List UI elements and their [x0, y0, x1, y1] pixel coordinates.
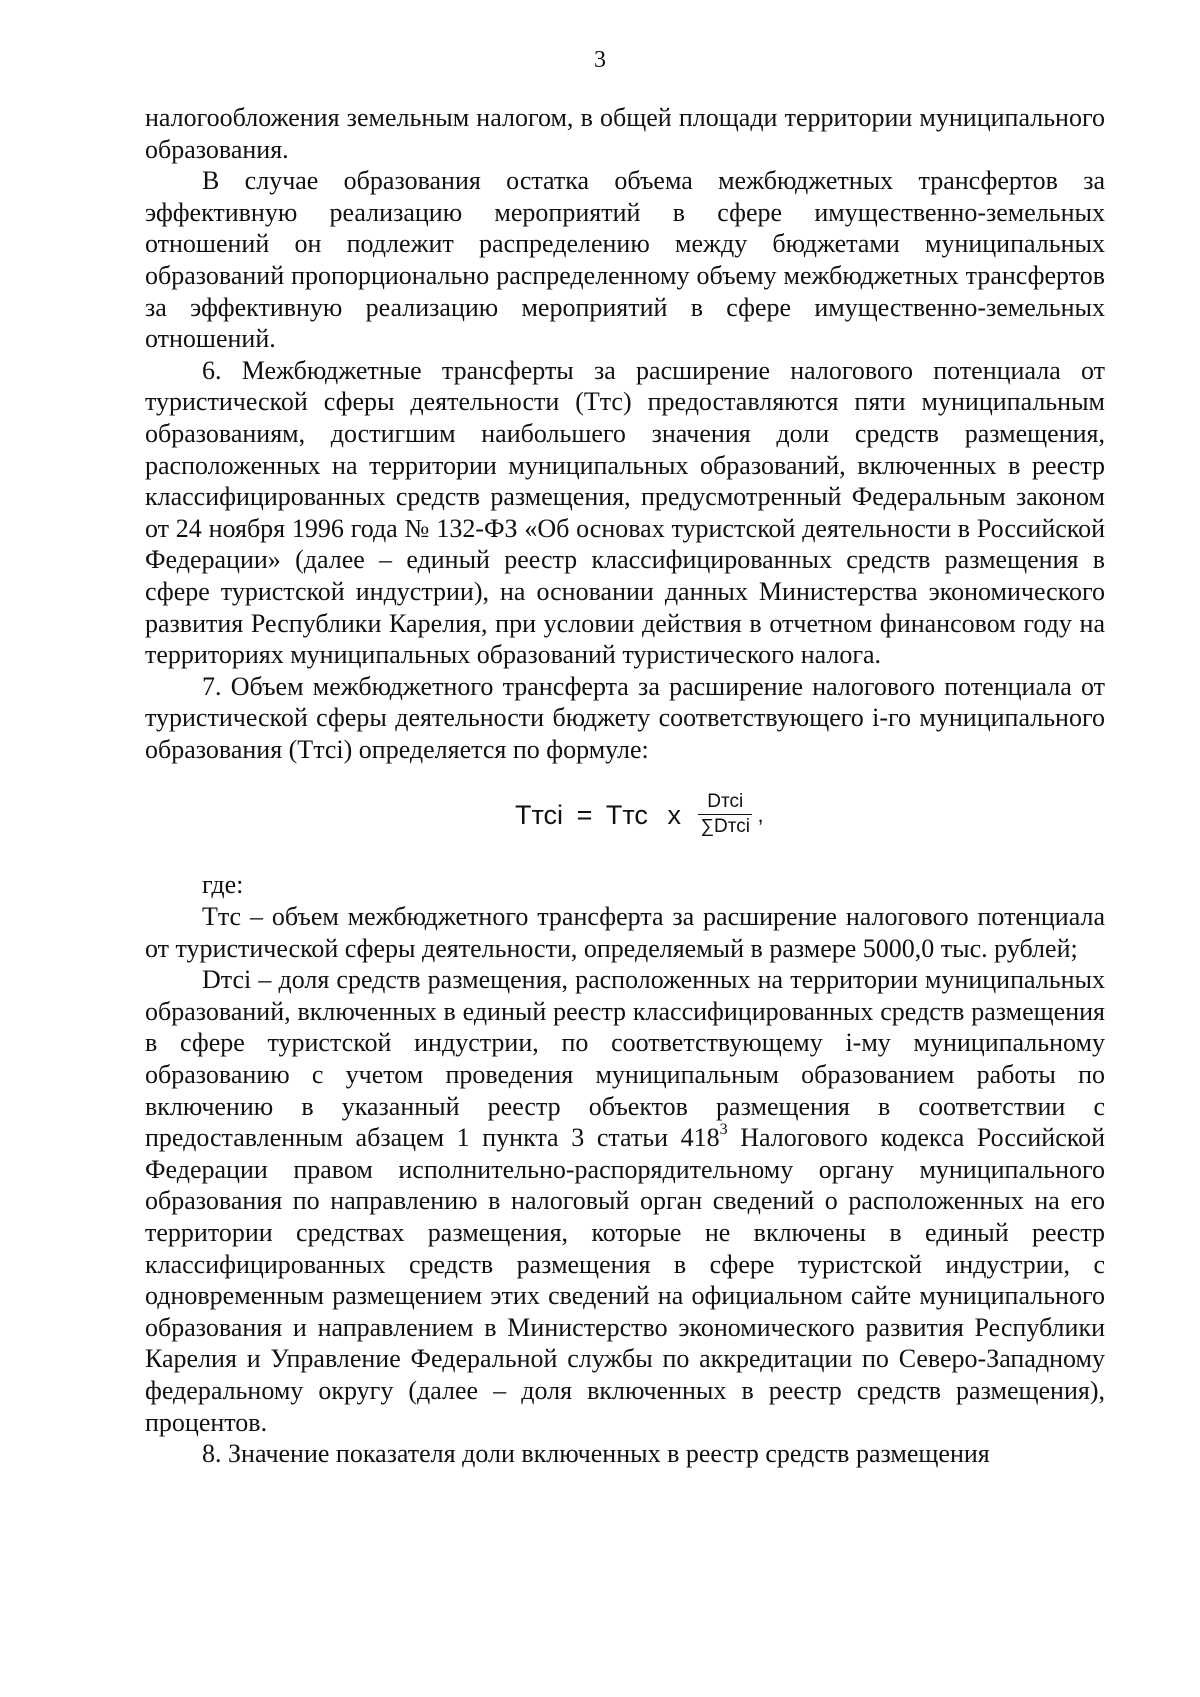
- paragraph-dtci-definition: [145, 964, 1105, 1438]
- dtci-text-part1: Dтсi – доля средств размещения, расположенных на территории муниципальных образований, включенных в единый реестр классифицированных средств размещения в сфере туристской индустрии, по соответствующему i-му муниципальному образованию с учетом проведения муниципальным образованием работы по включению в указанный реестр объектов размещения в соответствии с предоставленным абзацем 1 пункта 3 статьи 418: [145, 965, 1105, 1153]
- paragraph-continuation: налогообложения земельным налогом, в общей площади территории муниципального образования.: [145, 103, 1105, 164]
- paragraph-remainder-distribution: В случае образования остатка объема межбюджетных трансфертов за эффективную реализацию мероприятий в сфере имущественно-земельных отношений он подлежит распределению между бюджетами муниципальных образований пропорционально распределенному объему межбюджетных трансфертов за эффективную реализацию мероприятий в сфере имущественно-земельных отношений.: [145, 166, 1105, 354]
- paragraph-item-7: 7. Объем межбюджетного трансферта за расширение налогового потенциала от туристической сферы деятельности бюджету соответствующего i-го муниципального образования (Ттсi) определяется по формуле:: [145, 671, 1105, 764]
- document-body: [145, 102, 1105, 1470]
- formula-comma: ,: [757, 801, 764, 827]
- paragraph-item-6: 6. Межбюджетные трансферты за расширение налогового потенциала от туристической сферы деятельности (Ттс) предоставляются пяти муниципальным образованиям, достигшим наибольшего значения доли средств размещения, расположенных на территории муниципальных образований, включенных в реестр классифицированных средств размещения, предусмотренный Федеральным законом от 24 ноября 1996 года № 132-ФЗ «Об основах туристской деятельности в Российской Федерации» (далее – единый реестр классифицированных средств размещения в сфере туристской индустрии), на основании данных Министерства экономического развития Республики Карелия, при условии действия в отчетном финансовом году на территориях муниципальных образований туристического налога.: [145, 355, 1105, 670]
- article-superscript: 3: [719, 1120, 728, 1138]
- paragraph-ttc-definition: Ттс – объем межбюджетного трансферта за расширение налогового потенциала от туристической сферы деятельности, определяемый в размере 5000,0 тыс. рублей;: [145, 902, 1105, 963]
- formula-block: [145, 765, 1105, 869]
- formula-numerator: Dтсi: [698, 791, 751, 815]
- formula: [515, 791, 764, 838]
- paragraph-where: где:: [202, 870, 244, 900]
- formula-multiply: х: [667, 799, 681, 830]
- formula-equals: =: [576, 799, 593, 830]
- paragraph-item-8: 8. Значение показателя доли включенных в реестр средств размещения: [202, 1439, 990, 1469]
- page-number: 3: [594, 47, 606, 73]
- formula-lhs: Ттсi: [515, 799, 564, 830]
- formula-denominator: ∑Dтсi: [700, 816, 750, 838]
- dtci-text-part2: Налогового кодекса Российской Федерации правом исполнительно-распорядительному органу муниципального образования по направлению в налоговый орган сведений о расположенных на его территории средствах размещения, которые не включены в единый реестр классифицированных средств размещения в сфере туристской индустрии, с одновременным размещением этих сведений на официальном сайте муниципального образования и направлением в Министерство экономического развития Республики Карелия и Управление Федеральной службы по аккредитации по Северо-Западному федеральному округу (далее – доля включенных в реестр средств размещения), процентов.: [145, 1123, 1105, 1437]
- formula-ttc: Ттс: [605, 799, 648, 830]
- formula-fraction: [698, 791, 751, 838]
